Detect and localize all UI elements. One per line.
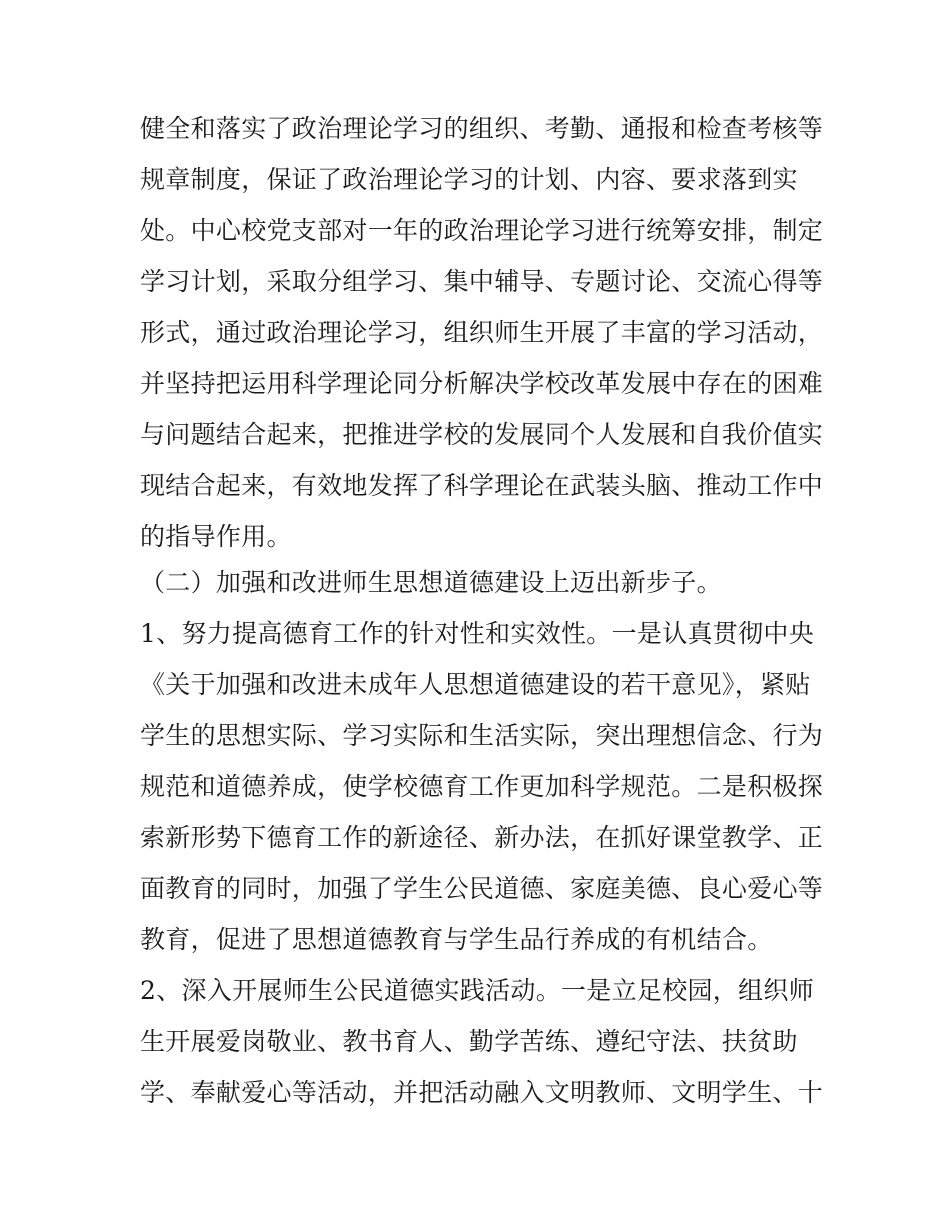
text-line: 规范和道德养成，使学校德育工作更加科学规范。二是积极探	[140, 772, 824, 801]
section-heading: （二）加强和改进师生思想道德建设上迈出新步子。	[140, 568, 722, 597]
text-line: 健全和落实了政治理论学习的组织、考勤、通报和检查考核等	[140, 114, 824, 143]
text-line: 2、深入开展师生公民道德实践活动。一是立足校园，组织师	[140, 976, 815, 1005]
text-line: 与问题结合起来，把推进学校的发展同个人发展和自我价值实	[140, 420, 824, 449]
text-line: 形式，通过政治理论学习，组织师生开展了丰富的学习活动，	[140, 318, 824, 347]
text-line: 索新形势下德育工作的新途径、新办法，在抓好课堂教学、正	[140, 823, 824, 852]
text-line: 现结合起来，有效地发挥了科学理论在武装头脑、推动工作中	[140, 471, 824, 500]
text-line: 学习计划，采取分组学习、集中辅导、专题讨论、交流心得等	[140, 267, 824, 296]
text-line: 学、奉献爱心等活动，并把活动融入文明教师、文明学生、十	[140, 1078, 824, 1107]
text-line: 并坚持把运用科学理论同分析解决学校改革发展中存在的困难	[140, 369, 824, 398]
text-line: 规章制度，保证了政治理论学习的计划、内容、要求落到实	[140, 165, 798, 194]
text-line: 的指导作用。	[140, 522, 292, 551]
text-line: 1、努力提高德育工作的针对性和实效性。一是认真贯彻中央	[140, 619, 815, 648]
text-line: 《关于加强和改进未成年人思想道德建设的若干意见》，紧贴	[140, 670, 811, 699]
text-line: 处。中心校党支部对一年的政治理论学习进行统筹安排，制定	[140, 216, 824, 245]
text-line: 学生的思想实际、学习实际和生活实际，突出理想信念、行为	[140, 721, 824, 750]
text-line: 生开展爱岗敬业、教书育人、勤学苦练、遵纪守法、扶贫助	[140, 1027, 798, 1056]
text-line: 面教育的同时，加强了学生公民道德、家庭美德、良心爱心等	[140, 874, 824, 903]
text-line: 教育，促进了思想道德教育与学生品行养成的有机结合。	[140, 925, 773, 954]
